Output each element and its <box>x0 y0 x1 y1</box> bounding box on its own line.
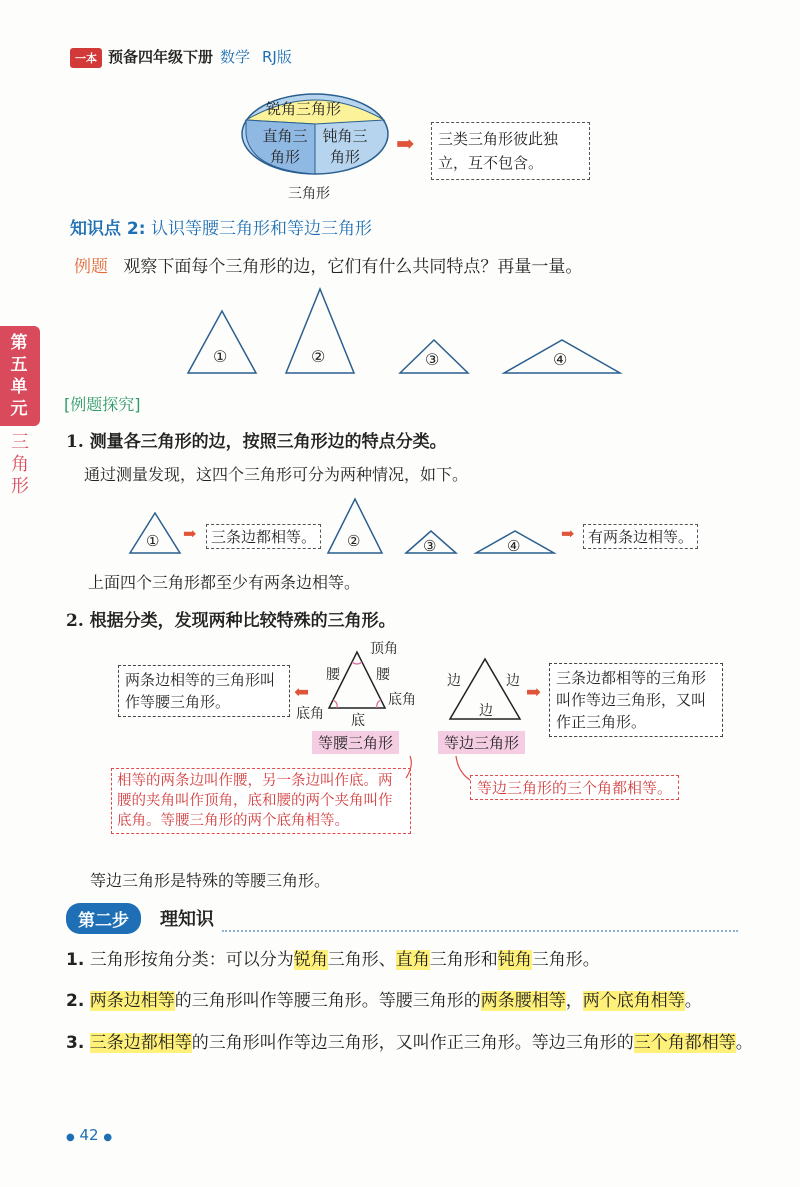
venn-caption: 三角形 <box>288 186 330 202</box>
knowledge-list <box>66 942 756 1062</box>
step2-badge: 第二步 <box>66 903 141 934</box>
step2-title: 2. 根据分类，发现两种比较特殊的三角形。 <box>66 611 396 631</box>
step1-conclusion: 上面四个三角形都至少有两条边相等。 <box>88 573 361 592</box>
summary-line: 等边三角形是特殊的等腰三角形。 <box>90 871 331 890</box>
triangle-4-label: ④ <box>553 350 568 369</box>
class-tri-4-label: ④ <box>507 537 521 555</box>
example-tag: 例题 <box>74 257 108 277</box>
side-tab-unit: 第五单元 <box>10 333 28 419</box>
example-row <box>74 252 582 277</box>
label-waist-left: 腰 <box>326 667 340 683</box>
class-tri-1-label: ① <box>146 532 160 550</box>
triangle-2-label: ② <box>311 347 326 366</box>
triangle-1-label: ① <box>213 347 228 366</box>
label-side-right: 边 <box>506 673 520 689</box>
kp2-label: 知识点 2: <box>70 219 146 239</box>
label-side-left: 边 <box>447 673 461 689</box>
header <box>70 44 770 72</box>
knowledge-item-2: 2. 两条边相等的三角形叫作等腰三角形。等腰三角形的两条腰相等，两个底角相等。 <box>66 991 702 1011</box>
arrow-right-icon: ➡ <box>396 132 415 157</box>
page-number: ● 42 ● <box>66 1126 113 1144</box>
knowledge-item-1: 1. 三角形按角分类：可以分为锐角三角形、直角三角形和钝角三角形。 <box>66 950 600 970</box>
step1-title: 1. 测量各三角形的边，按照三角形边的特点分类。 <box>66 432 447 452</box>
isosceles-name: 等腰三角形 <box>312 731 399 754</box>
label-base: 底 <box>351 713 365 729</box>
class-tri-2-label: ② <box>347 532 361 550</box>
arrow-right-icon: ➡ <box>183 524 197 543</box>
arrow-right-icon: ➡ <box>526 682 542 703</box>
equilateral-name: 等边三角形 <box>438 731 525 754</box>
label-base-angle-right: 底角 <box>388 692 416 708</box>
arrow-left-icon: ⬅ <box>294 682 310 703</box>
step2-title: 理知识 <box>160 909 214 930</box>
venn-left-label: 直角三角形 <box>262 127 308 166</box>
side-tab-topic: 三角形 <box>11 432 29 497</box>
isosceles-note: 相等的两条边叫作腰，另一条边叫作底。两腰的夹角叫作顶角，底和腰的两个夹角叫作底角。等腰三角形的两个底角相等。 <box>111 768 411 834</box>
group1-box: 三条边都相等。 <box>206 524 321 549</box>
venn-right-label: 钝角三角形 <box>322 127 368 166</box>
venn-note-box: 三类三角形彼此独立，互不包含。 <box>431 122 590 180</box>
label-waist-right: 腰 <box>376 667 390 683</box>
label-apex: 顶角 <box>370 641 398 657</box>
class-tri-3-label: ③ <box>423 537 437 555</box>
step1-text: 通过测量发现，这四个三角形可分为两种情况，如下。 <box>84 465 469 484</box>
example-question: 观察下面每个三角形的边，它们有什么共同特点？再量一量。 <box>123 257 583 277</box>
kp2-title: 认识等腰三角形和等边三角形 <box>150 219 372 239</box>
connector-lines <box>400 752 480 792</box>
book-title: 预备四年级下册 <box>108 48 214 66</box>
equilateral-box: 三条边都相等的三角形叫作等边三角形，又叫作正三角形。 <box>549 663 723 737</box>
arrow-right-icon: ➡ <box>561 524 575 543</box>
equilateral-note: 等边三角形的三个角都相等。 <box>470 775 679 800</box>
label-base-angle-left: 底角 <box>296 706 324 722</box>
isosceles-box: 两条边相等的三角形叫作等腰三角形。 <box>118 665 290 717</box>
step2-divider <box>222 930 738 932</box>
brand-badge: 一本 <box>70 48 102 68</box>
knowledge-item-3: 3. 三条边都相等的三角形叫作等边三角形，又叫作正三角形。等边三角形的三个角都相等。 <box>66 1033 753 1053</box>
label-side-bottom: 边 <box>479 703 493 719</box>
venn-top-label: 锐角三角形 <box>266 100 342 118</box>
explore-tag: [例题探究] <box>64 395 141 414</box>
edition: RJ版 <box>262 48 292 66</box>
kp2-heading <box>70 214 372 239</box>
triangle-3-label: ③ <box>425 350 440 369</box>
subject: 数学 <box>220 48 251 66</box>
group2-box: 有两条边相等。 <box>583 524 698 549</box>
